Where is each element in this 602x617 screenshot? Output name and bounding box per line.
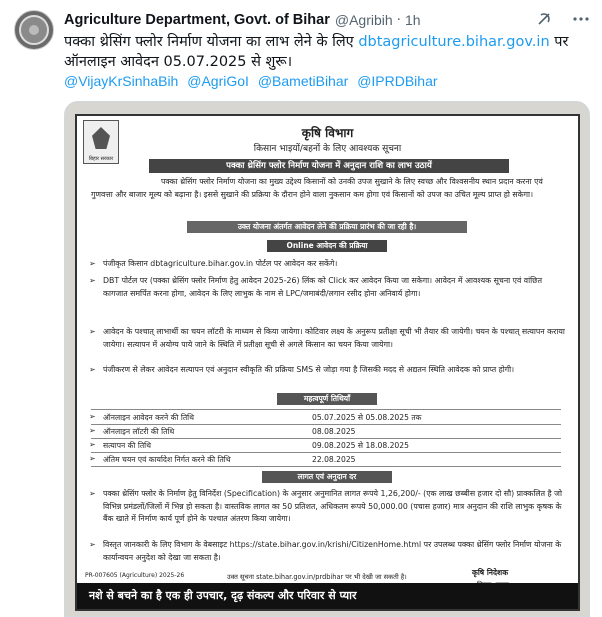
author-name[interactable]: Agriculture Department, Govt. of Bihar [64,12,330,28]
divider [91,438,561,439]
signatory: कृषि निदेशक [472,568,509,577]
tweet-text-before: पक्का थ्रेसिंग फ्लोर निर्माण योजना का लाभ लेने के लिए [64,34,359,50]
step-item: पंजीकृत किसान dbtagriculture.bihar.gov.in पोर्टल पर आवेदन कर सकेंगे। [103,259,338,268]
process-note: उक्त योजना अंतर्गत आवेदन लेने की प्रक्रिया प्रारंभ की जा रही है। [187,221,467,233]
ad-title: कृषि विभाग [301,126,354,140]
tweet-header [64,10,590,30]
dates-heading: महत्वपूर्ण तिथियाँ [277,393,377,405]
mention[interactable]: @IPRDBihar [357,73,438,89]
date-label: ऑनलाइन आवेदन करने की तिथि [103,413,194,422]
bullet-arrow-icon: ➢ [89,412,96,421]
cost-heading: लागत एवं अनुदान दर [262,471,392,483]
footer-slogan: नशे से बचने का है एक ही उपचार, दृढ़ संकल्प और परिवार से प्यार [77,583,578,609]
avatar[interactable] [14,10,54,50]
mention[interactable]: @VijayKrSinhaBih [64,73,179,89]
tweet-actions [536,11,590,31]
pr-number: PR-007605 (Agriculture) 2025-26 [85,572,185,579]
bullet-arrow-icon: ➢ [89,540,96,549]
date-value: 22.08.2025 [312,455,356,464]
bullet-arrow-icon: ➢ [89,440,96,449]
more-icon[interactable] [572,11,590,31]
ad-subtitle: किसान भाइयों/बहनों के लिए आवश्यक सूचना [253,144,402,154]
cost-text: पक्का थ्रेसिंग फ्लोर के निर्माण हेतु विनिर्देश (Specification) के अनुसार अनुमानित लागत रूपये 1,26,200/- (एक लाख छब्बीस हजार दो सौ) प्राक्कलित है जो विभिन्न प्रमंडलों/जिलों में भिन्न हो सकता है। वास्तविक लागत का 50 प्रतिशत, अधिकतम रूपये 50,000.00 (पचास हजार) मात्र अनुदान की राशि लाभुक कृषक के बैंक खाते में निर्माण कार्य पूर्ण होने के पश्चात अंतरण किया जायेगा। [103,489,562,523]
bullet-arrow-icon: ➢ [89,426,96,435]
advertisement [75,114,580,611]
author-handle[interactable]: @Agribih [334,12,393,28]
divider [91,452,561,453]
web-note: उक्त सूचना state.bihar.gov.in/prdbihar पर भी देखी जा सकती है। [227,573,407,581]
ad-intro: पक्का थ्रेसिंग फ्लोर निर्माण योजना का मुख्य उद्देश्य किसानों को उनकी उपज सुखाने के लिए स्वच्छ और विश्वसनीय स्थान प्रदान करना एवं गुणवत्ता और बाजार मूल्य को बढ़ाना है। इससे सुखाने की प्रक्रिया के दौरान होने वाला नुकसान कम होगा एवं किसानों को उपज का उचित मूल्य प्राप्त हो सकेगा। [91,177,543,199]
mention[interactable]: @BametiBihar [257,73,349,89]
date-value: 08.08.2025 [312,427,356,436]
bullet-arrow-icon: ➢ [89,489,96,498]
bullet-arrow-icon: ➢ [89,454,96,463]
step-item: DBT पोर्टल पर (पक्का थ्रेसिंग फ्लोर निर्माण हेतु आवेदन 2025-26) लिंक को Click कर आवेदन किया जा सकेगा। आवेदन में आवश्यक सूचना एवं वांछित कागजात समर्पित करना होगा, आवेदन के लिए लाभुक के नाम से LPC/जमाबंदी/लगान रसीद होना अनिवार्य होगा। [103,276,543,298]
date-value: 09.08.2025 से 18.08.2025 [312,441,409,450]
date-label: ऑनलाइन लॉटरी की तिथि [103,427,175,436]
bullet-arrow-icon: ➢ [89,327,96,336]
tweet-image[interactable] [64,101,590,617]
info-text: विस्तृत जानकारी के लिए विभाग के वेबसाइट https://state.bihar.gov.in/krishi/CitizenHome.html पर उपलब्ध पक्का थ्रेसिंग फ्लोर निर्माण योजना के कार्यान्वयन अनुदेश को देखा जा सकता है। [103,540,562,562]
mention[interactable]: @AgriGoI [187,73,249,89]
step-item: आवेदन के पश्चात् लाभार्थी का चयन लॉटरी के माध्यम से किया जायेगा। कोटिवार लक्ष्य के अनुरूप प्रतीक्षा सूची भी तैयार की जायेगी। चयन के पश्चात् सत्यापन कराया जायेगा। सत्यापन में अयोग्य पाये जाने के स्थिति में प्रतीक्षा सूची से अगले किसान का चयन किया जायेगा। [103,327,565,349]
divider [91,409,561,410]
divider [91,466,561,467]
separator-dot: · [396,12,401,28]
tweet-text-after: पर ऑनलाइन आवेदन 05.07.2025 से शुरू। [64,34,569,70]
divider [91,424,561,425]
step-item: पंजीकरण से लेकर आवेदन सत्यापन एवं अनुदान स्वीकृति की प्रक्रिया SMS से जोड़ा गया है जिसकी मदद से अद्यतन स्थिति आवेदक को प्राप्त होगी। [103,365,515,374]
date-label: सत्यापन की तिथि [103,441,151,450]
grok-icon[interactable] [536,11,552,31]
emblem-label: बिहार सरकार [88,156,114,162]
ad-headline: पक्का थ्रेसिंग फ्लोर निर्माण योजना में अनुदान राशि का लाभ उठायें [149,159,509,173]
bullet-arrow-icon: ➢ [89,365,96,374]
timestamp[interactable]: 1h [404,12,421,28]
date-label: अंतिम चयन एवं कार्यादेश निर्गत करने की तिथि [103,455,231,464]
bullet-arrow-icon: ➢ [89,276,96,285]
tweet-link[interactable]: dbtagriculture.bihar.gov.in [358,34,550,50]
tweet-text [64,32,588,72]
date-value: 05.07.2025 से 05.08.2025 तक [312,413,422,422]
mentions [64,73,442,89]
bullet-arrow-icon: ➢ [89,259,96,268]
online-heading: Online आवेदन की प्रक्रिया [267,240,387,252]
